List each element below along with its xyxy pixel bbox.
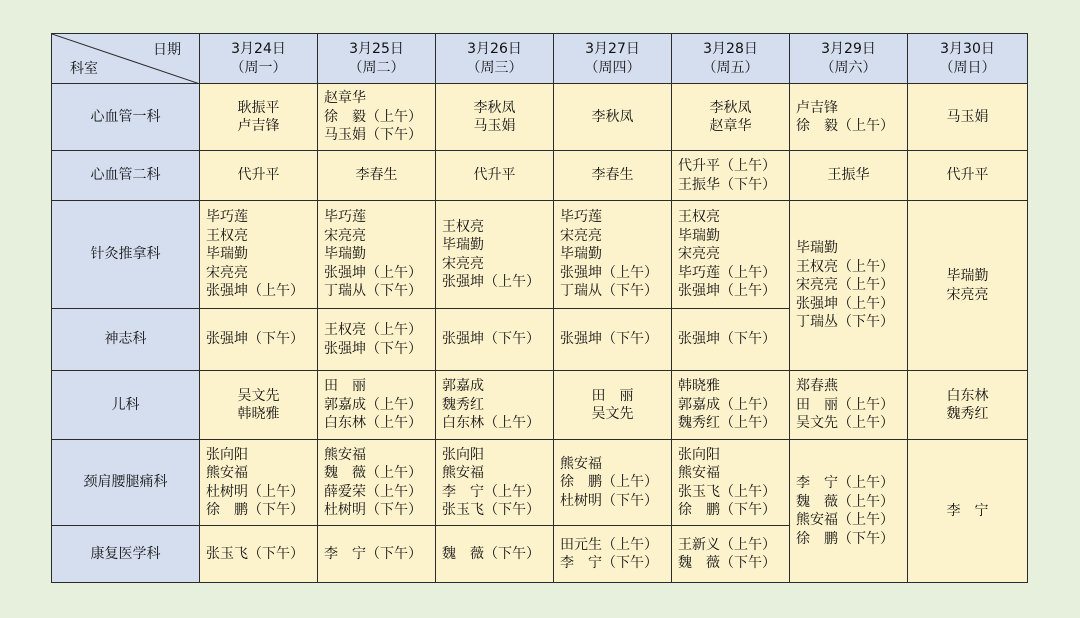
staff-entry: 马玉娟 xyxy=(473,118,516,134)
staff-entry: 李秋凤 xyxy=(591,108,634,125)
staff-entry: 郑春燕 xyxy=(796,378,838,395)
dept-row xyxy=(52,84,1028,151)
dept-row xyxy=(52,440,1028,526)
dept-name: 儿科 xyxy=(52,371,200,440)
day-header xyxy=(318,34,436,84)
day-week: （周四） xyxy=(584,59,641,76)
day-header xyxy=(436,34,554,84)
staff-entry: 赵章华 xyxy=(324,90,366,107)
staff-entry: 熊安福 xyxy=(678,465,720,481)
staff-entry: 毕瑞勤 xyxy=(442,237,484,253)
staff-entry: 熊安福 xyxy=(560,455,602,472)
staff-entry: 毕瑞勤 xyxy=(946,268,989,284)
schedule-cell xyxy=(436,151,554,201)
staff-entry: 王权亮（上午） xyxy=(796,258,894,275)
staff-entry: 李 宁 xyxy=(946,502,989,519)
staff-entry: 毕瑞勤 xyxy=(560,246,602,263)
staff-entry: 李春生 xyxy=(591,167,634,184)
dept-name: 神志科 xyxy=(52,309,200,371)
dept-row xyxy=(52,151,1028,201)
staff-entry: 赵章华 xyxy=(709,118,752,134)
staff-entry: 张向阳 xyxy=(678,446,720,463)
dept-name: 颈肩腰腿痛科 xyxy=(52,440,200,526)
staff-entry: 杜树明（上午） xyxy=(206,483,304,500)
day-date: 3月25日 xyxy=(349,41,404,57)
corner-date-label: 日期 xyxy=(153,42,181,58)
staff-entry: 李秋凤 xyxy=(709,99,752,116)
day-week: （周五） xyxy=(702,59,759,76)
staff-entry: 白东林（上午） xyxy=(324,415,422,432)
day-header xyxy=(554,34,672,84)
staff-entry: 代升平 xyxy=(237,167,280,184)
staff-entry: 徐 毅（上午） xyxy=(324,108,422,125)
schedule-cell-merged xyxy=(790,440,908,583)
schedule-cell xyxy=(554,84,672,151)
staff-entry: 宋亮亮 xyxy=(206,264,248,281)
staff-entry: 郭嘉成（上午） xyxy=(324,396,422,413)
schedule-cell xyxy=(672,526,790,583)
day-date: 3月27日 xyxy=(585,41,640,57)
dept-name: 心血管一科 xyxy=(52,84,200,151)
schedule-cell xyxy=(200,309,318,371)
staff-entry: 丁瑞丛（下午） xyxy=(796,314,894,331)
staff-entry: 毕巧莲 xyxy=(560,209,602,226)
staff-entry: 宋亮亮 xyxy=(324,227,366,244)
staff-entry: 毕瑞勤 xyxy=(206,246,248,263)
staff-entry: 张玉飞（下午） xyxy=(206,545,304,562)
staff-entry: 张向阳 xyxy=(442,446,484,463)
header-row xyxy=(52,34,1028,84)
staff-entry: 宋亮亮（上午） xyxy=(796,277,894,294)
staff-entry: 张强坤（上午） xyxy=(560,264,658,281)
staff-entry: 韩晓雅 xyxy=(237,406,280,422)
staff-entry: 白东林 xyxy=(946,387,989,404)
staff-entry: 徐 毅（上午） xyxy=(796,118,894,134)
staff-entry: 王权亮 xyxy=(442,218,484,235)
schedule-table-wrap xyxy=(51,33,1028,583)
staff-entry: 郭嘉成 xyxy=(442,378,484,395)
day-header xyxy=(790,34,908,84)
staff-entry: 马玉娟 xyxy=(946,108,989,125)
staff-entry: 吴文先 xyxy=(237,387,280,404)
staff-entry: 李秋凤 xyxy=(473,99,516,116)
staff-entry: 吴文先（上午） xyxy=(796,415,894,432)
staff-entry: 张强坤（上午） xyxy=(678,283,776,300)
day-week: （周三） xyxy=(466,59,523,76)
dept-name: 针灸推拿科 xyxy=(52,201,200,309)
schedule-cell xyxy=(200,151,318,201)
staff-entry: 代升平 xyxy=(473,167,516,184)
staff-entry: 徐 鹏（下午） xyxy=(206,502,304,518)
staff-entry: 熊安福 xyxy=(206,465,248,481)
schedule-cell xyxy=(436,440,554,526)
schedule-cell xyxy=(318,151,436,201)
schedule-cell xyxy=(672,201,790,309)
dept-name: 康复医学科 xyxy=(52,526,200,583)
staff-entry: 杜树明（下午） xyxy=(324,502,422,518)
staff-entry: 丁瑞从（下午） xyxy=(560,283,658,300)
dept-row xyxy=(52,201,1028,309)
staff-entry: 王新义（上午） xyxy=(678,536,776,553)
schedule-cell xyxy=(436,201,554,309)
staff-entry: 徐 鹏（上午） xyxy=(560,474,658,491)
staff-entry: 魏秀红（上午） xyxy=(678,415,776,432)
staff-entry: 魏 薇（上午） xyxy=(324,465,422,481)
day-header xyxy=(908,34,1028,84)
staff-entry: 毕瑞勤 xyxy=(678,227,720,244)
day-date: 3月30日 xyxy=(940,41,995,57)
schedule-cell xyxy=(318,440,436,526)
day-week: （周日） xyxy=(939,59,996,76)
day-week: （周六） xyxy=(820,59,877,76)
staff-entry: 宋亮亮 xyxy=(946,286,989,303)
staff-entry: 李 宁（下午） xyxy=(324,545,422,562)
day-date: 3月26日 xyxy=(467,41,522,57)
staff-entry: 熊安福 xyxy=(442,465,484,481)
dept-row xyxy=(52,371,1028,440)
schedule-cell xyxy=(672,309,790,371)
staff-entry: 耿振平 xyxy=(237,99,280,116)
schedule-cell xyxy=(790,151,908,201)
staff-entry: 熊安福 xyxy=(324,446,366,463)
staff-entry: 韩晓雅 xyxy=(678,378,720,395)
day-header xyxy=(200,34,318,84)
staff-entry: 田 丽（上午） xyxy=(796,396,894,413)
staff-entry: 魏秀红 xyxy=(946,406,989,422)
staff-entry: 宋亮亮 xyxy=(560,227,602,244)
staff-entry: 丁瑞从（下午） xyxy=(324,283,422,300)
schedule-cell xyxy=(436,309,554,371)
staff-entry: 王权亮（上午） xyxy=(324,322,422,338)
schedule-cell xyxy=(436,371,554,440)
staff-entry: 卢吉锋 xyxy=(796,99,838,116)
day-header xyxy=(672,34,790,84)
schedule-cell xyxy=(554,151,672,201)
staff-entry: 毕瑞勤 xyxy=(796,240,838,257)
staff-entry: 张玉飞（上午） xyxy=(678,483,776,500)
staff-entry: 毕巧莲 xyxy=(324,209,366,226)
day-date: 3月29日 xyxy=(821,41,876,57)
staff-entry: 毕巧莲 xyxy=(206,209,248,226)
schedule-cell xyxy=(200,371,318,440)
staff-entry: 王振华（下午） xyxy=(678,176,776,193)
schedule-cell xyxy=(318,84,436,151)
day-week: （周二） xyxy=(348,59,405,76)
schedule-cell xyxy=(318,201,436,309)
staff-entry: 徐 鹏（下午） xyxy=(678,502,776,518)
staff-entry: 毕巧莲（上午） xyxy=(678,264,776,281)
staff-entry: 熊安福（上午） xyxy=(796,512,894,528)
staff-entry: 张玉飞（下午） xyxy=(442,502,540,518)
schedule-cell-merged xyxy=(790,201,908,371)
staff-entry: 马玉娟（下午） xyxy=(324,127,422,144)
staff-entry: 李 宁（下午） xyxy=(560,555,658,571)
staff-entry: 张强坤（下午） xyxy=(442,331,540,348)
schedule-cell xyxy=(672,84,790,151)
staff-entry: 杜树明（下午） xyxy=(560,492,658,509)
staff-entry: 张强坤（上午） xyxy=(442,274,540,290)
schedule-cell xyxy=(554,371,672,440)
schedule-cell xyxy=(908,84,1028,151)
day-date: 3月24日 xyxy=(231,41,286,57)
schedule-cell-merged xyxy=(908,201,1028,371)
dept-name: 心血管二科 xyxy=(52,151,200,201)
staff-entry: 郭嘉成（上午） xyxy=(678,396,776,413)
schedule-cell xyxy=(908,151,1028,201)
staff-entry: 张向阳 xyxy=(206,446,248,463)
staff-entry: 张强坤（下午） xyxy=(560,331,658,348)
corner-dept-label: 科室 xyxy=(70,60,98,77)
staff-entry: 张强坤（下午） xyxy=(206,331,304,348)
schedule-cell xyxy=(790,371,908,440)
staff-entry: 吴文先 xyxy=(591,406,634,422)
staff-entry: 王权亮 xyxy=(678,209,720,226)
schedule-cell xyxy=(318,371,436,440)
staff-entry: 张强坤（上午） xyxy=(324,264,422,281)
schedule-cell xyxy=(554,309,672,371)
staff-entry: 宋亮亮 xyxy=(678,246,720,263)
staff-entry: 代升平（上午） xyxy=(678,158,776,174)
schedule-cell xyxy=(554,526,672,583)
schedule-cell xyxy=(318,309,436,371)
schedule-cell xyxy=(672,371,790,440)
staff-entry: 卢吉锋 xyxy=(237,118,280,134)
staff-entry: 张强坤（下午） xyxy=(324,340,422,357)
staff-entry: 张强坤（下午） xyxy=(678,331,776,348)
staff-entry: 薛爱荣（上午） xyxy=(324,483,422,500)
schedule-cell xyxy=(200,440,318,526)
staff-entry: 王振华 xyxy=(827,167,870,184)
schedule-cell xyxy=(672,440,790,526)
schedule-cell xyxy=(554,201,672,309)
schedule-cell xyxy=(672,151,790,201)
staff-entry: 张强坤（上午） xyxy=(206,283,304,300)
staff-entry: 李春生 xyxy=(355,167,398,184)
staff-entry: 李 宁（上午） xyxy=(442,483,540,500)
staff-entry: 魏 薇（下午） xyxy=(442,545,540,562)
staff-entry: 魏 薇（下午） xyxy=(678,555,776,571)
schedule-cell xyxy=(200,526,318,583)
staff-entry: 王权亮 xyxy=(206,227,248,244)
staff-entry: 魏 薇（上午） xyxy=(796,493,894,510)
staff-entry: 李 宁（上午） xyxy=(796,475,894,491)
staff-entry: 田元生（上午） xyxy=(560,536,658,553)
schedule-cell-merged xyxy=(908,440,1028,583)
corner-header xyxy=(52,34,200,84)
day-week: （周一） xyxy=(230,59,287,76)
day-date: 3月28日 xyxy=(703,41,758,57)
staff-entry: 代升平 xyxy=(946,167,989,184)
schedule-cell xyxy=(790,84,908,151)
staff-entry: 张强坤（上午） xyxy=(796,295,894,312)
staff-entry: 田 丽 xyxy=(591,387,634,404)
schedule-cell xyxy=(200,201,318,309)
staff-entry: 魏秀红 xyxy=(442,396,484,413)
schedule-cell xyxy=(908,371,1028,440)
staff-entry: 毕瑞勤 xyxy=(324,246,366,263)
staff-entry: 宋亮亮 xyxy=(442,255,484,272)
schedule-cell xyxy=(554,440,672,526)
staff-entry: 徐 鹏（下午） xyxy=(796,530,894,547)
staff-entry: 田 丽 xyxy=(324,378,366,395)
schedule-cell xyxy=(436,84,554,151)
schedule-cell xyxy=(436,526,554,583)
schedule-cell xyxy=(318,526,436,583)
staff-entry: 白东林（上午） xyxy=(442,415,540,432)
duty-schedule-table xyxy=(51,33,1028,583)
schedule-cell xyxy=(200,84,318,151)
